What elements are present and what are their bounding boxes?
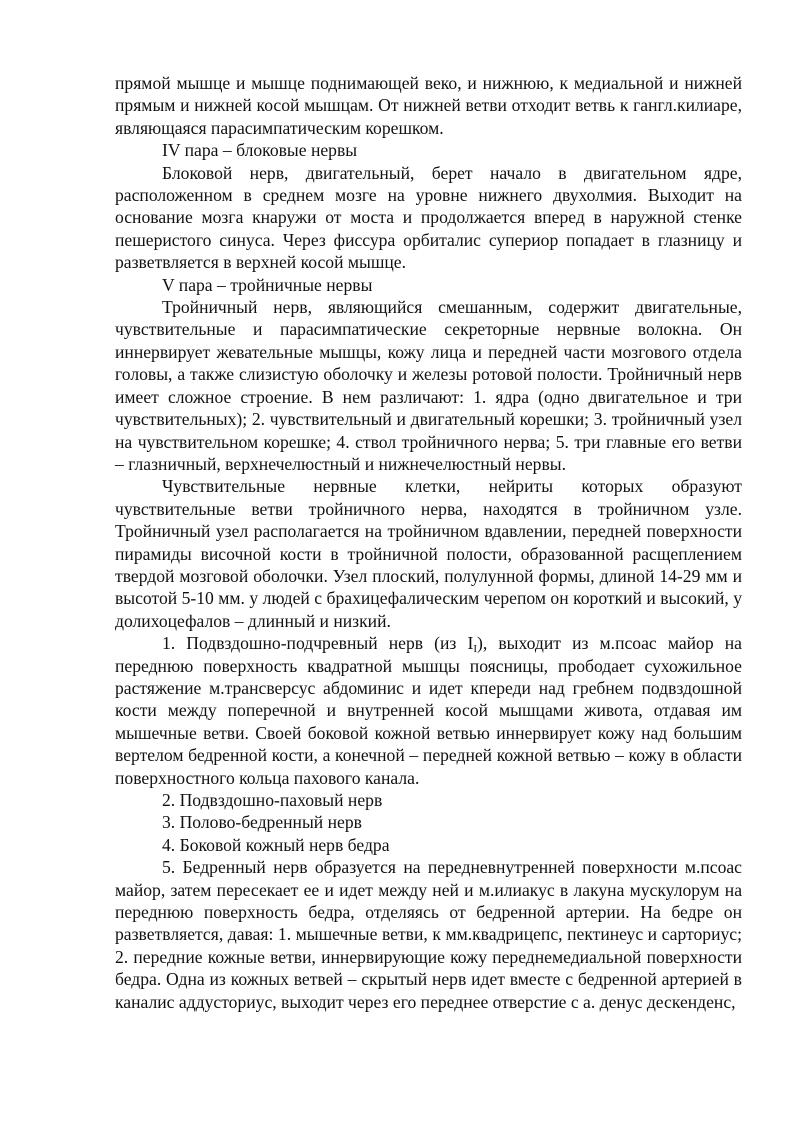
list-item-ilioinguinal-nerve: 2. Подвздошно-паховый нерв	[162, 790, 383, 810]
iliohypogastric-subscript: I	[473, 643, 478, 656]
iliohypogastric-text-before: 1. Подвздошно-подчревный нерв (из I	[162, 633, 474, 654]
paragraph-trigeminal-nerve: Тройничный нерв, являющийся смешанным, содержит двигательные, чувствительные и парасимпатические секреторные нервные волокна. Он иннервирует жевательные мышцы, кожу лица и передней части мозгового отдела головы, а также слизистую оболочку и железы ротовой полости. Тройничный нерв имеет сложное строение. В нем различают: 1. ядра (одно двигательное и три чувствительных); 2. чувствительный и двигательный корешки; 3. тройничный узел на чувствительном корешке; 4. ствол тройничного нерва; 5. три главные его ветви – глазничный, верхнечелюстный и нижнечелюстный нервы.	[115, 297, 742, 474]
paragraph-oculomotor-branches: прямой мышце и мышце поднимающей веко, и нижнюю, к медиальной и нижней прямым и нижней косой мышцам. От нижней ветви отходит ветвь к гангл.килиаре, являющаяся парасимпатическим корешком.	[115, 73, 742, 138]
document-page	[115, 72, 742, 1013]
list-item-genitofemoral-nerve: 3. Полово-бедренный нерв	[162, 812, 362, 833]
list-item-lateral-cutaneous-nerve: 4. Боковой кожный нерв бедра	[162, 834, 390, 855]
paragraph-femoral-nerve: 5. Бедренный нерв образуется на передневнутренней поверхности м.псоас майор, затем пересекает ее и идет между ней и м.илиакус в лакуна мускулорум на переднюю поверхность бедра, отделяясь от бедренной артерии. На бедре он разветвляется, давая: 1. мышечные ветви, к мм.квадрицепс, пектинеус и сарториус; 2. передние кожные ветви, иннервирующие кожу переднемедиальной поверхности бедра. Одна из кожных ветвей – скрытый нерв идет вместе с бедренной артерией в каналис аддусториус, выходит через его переднее отверстие с а. денус дескенденс,	[115, 857, 742, 1012]
iliohypogastric-text-after: ), выходит из м.псоас майор на переднюю поверхность квадратной мышцы поясницы, прободает сухожильное растяжение м.трансверсус абдоминис и идет кпереди над гребнем подвздошной кости между поперечной и внутренней косой мышцами живота, отдавая им мышечные ветви. Своей боковой кожной ветвью иннервирует кожу над большим вертелом бедренной кости, а конечной – передней кожной ветвью – кожу в области поверхностного кольца пахового канала.	[115, 633, 742, 788]
paragraph-trochlear-nerve: Блоковой нерв, двигательный, берет начало в двигательном ядре, расположенном в среднем мозге на уровне нижнего двухолмия. Выходит на основание мозга кнаружи от моста и продолжается вперед в наружной стенке пешеристого синуса. Через фиссура орбиталис супериор попадает в глазницу и разветвляется в верхней косой мышце.	[115, 162, 742, 273]
paragraph-trigeminal-ganglion: Чувствительные нервные клетки, нейриты которых образуют чувствительные ветви тройничного нерва, находятся в тройничном узле. Тройничный узел располагается на тройничном вдавлении, передней поверхности пирамиды височной кости в тройничной полости, образованной расщеплением твердой мозговой оболочки. Узел плоский, полулунной формы, длиной 14-29 мм и высотой 5-10 мм. у людей с брахицефалическим черепом он короткий и высокий, у долихоцефалов – длинный и низкий.	[115, 476, 742, 631]
paragraph-iliohypogastric-nerve	[115, 632, 742, 789]
heading-iv-pair: IV пара – блоковые нервы	[162, 140, 358, 161]
heading-v-pair: V пара – тройничные нервы	[162, 274, 373, 295]
